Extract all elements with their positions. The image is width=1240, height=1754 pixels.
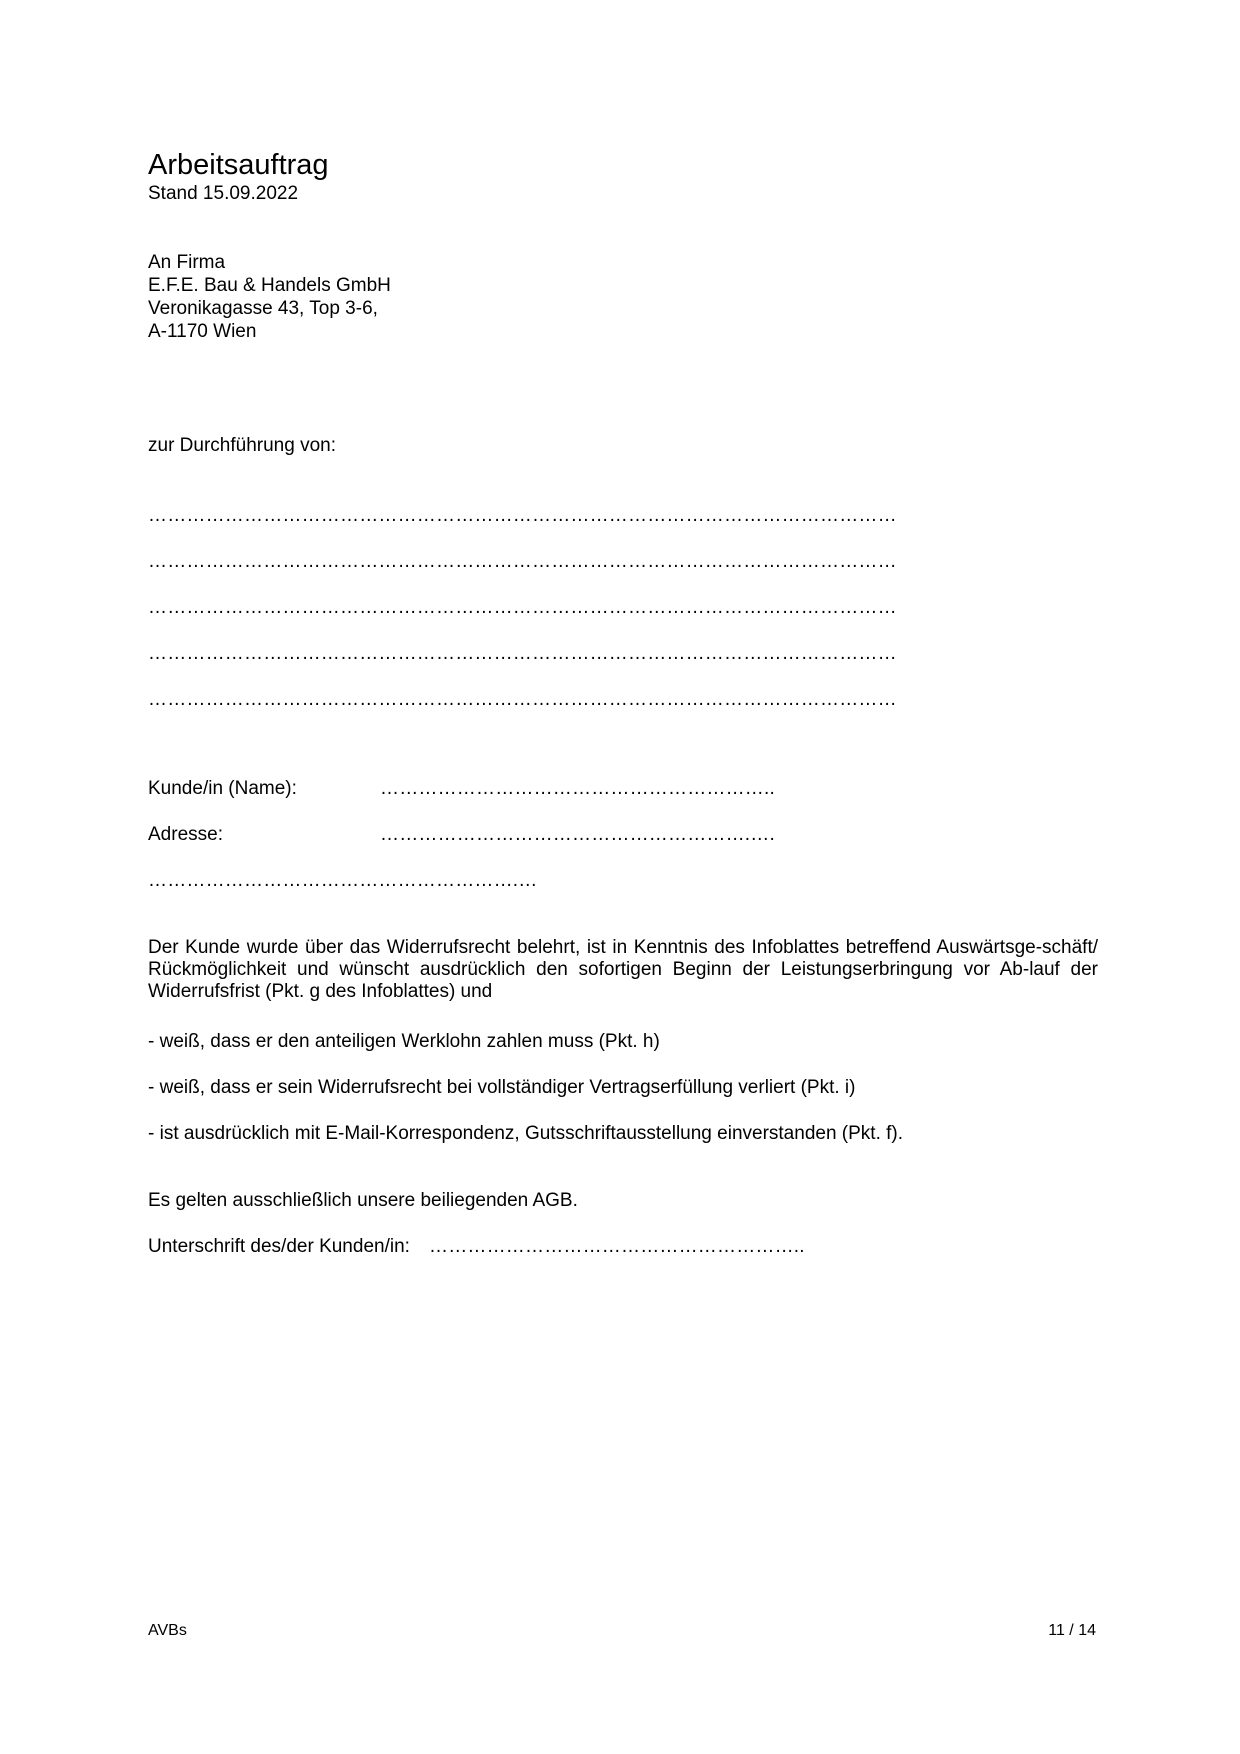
blank-line: ……………………………………………………………………………………………………… xyxy=(148,643,897,664)
blank-line: ……………………………………………………………………………………………………… xyxy=(148,505,897,526)
list-item: - ist ausdrücklich mit E-Mail-Korrespondenz, Gutsschriftausstellung einverstanden (Pkt. f). xyxy=(148,1123,904,1144)
agb-notice: Es gelten ausschließlich unsere beiliegenden AGB. xyxy=(148,1190,578,1211)
page-number: 11 / 14 xyxy=(1048,1622,1096,1639)
blank-line: ……………………………………………………………………………………………………… xyxy=(148,551,897,572)
customer-address-field: ………………………………………………….…. xyxy=(380,824,775,845)
list-item: - weiß, dass er den anteiligen Werklohn zahlen muss (Pkt. h) xyxy=(148,1031,660,1052)
consent-paragraph: Der Kunde wurde über das Widerrufsrecht belehrt, ist in Kenntnis des Infoblattes betreffend Auswärtsge-schäft/ Rückmöglichkeit und wünscht ausdrücklich den sofortigen Beginn der Leistungserbringung vor Ab-lauf der Widerrufsfrist (Pkt. g des Infoblattes) und xyxy=(148,937,1098,1002)
recipient-line-2: E.F.E. Bau & Handels GmbH xyxy=(148,275,391,296)
recipient-line-1: An Firma xyxy=(148,252,226,273)
intro-text: zur Durchführung von: xyxy=(148,435,336,456)
customer-name-label: Kunde/in (Name): xyxy=(148,778,297,799)
signature-label: Unterschrift des/der Kunden/in: xyxy=(148,1236,410,1257)
blank-line: ……………………………………………………………………………………………………… xyxy=(148,689,897,710)
blank-line: ……………………………………………………………………………………………………… xyxy=(148,597,897,618)
customer-name-field: …………………………………………………….. xyxy=(380,778,775,799)
document-date: Stand 15.09.2022 xyxy=(148,183,299,204)
recipient-line-4: A-1170 Wien xyxy=(148,321,257,342)
signature-field: ………………………………………………….. xyxy=(429,1236,805,1257)
list-item: - weiß, dass er sein Widerrufsrecht bei vollständiger Vertragserfüllung verliert (Pkt. i) xyxy=(148,1077,856,1098)
document-title: Arbeitsauftrag xyxy=(148,149,329,181)
customer-address-extra-field: ………………………………………………….… xyxy=(148,870,538,891)
footer-left: AVBs xyxy=(148,1622,187,1639)
recipient-line-3: Veronikagasse 43, Top 3-6, xyxy=(148,298,378,319)
customer-address-label: Adresse: xyxy=(148,824,223,845)
